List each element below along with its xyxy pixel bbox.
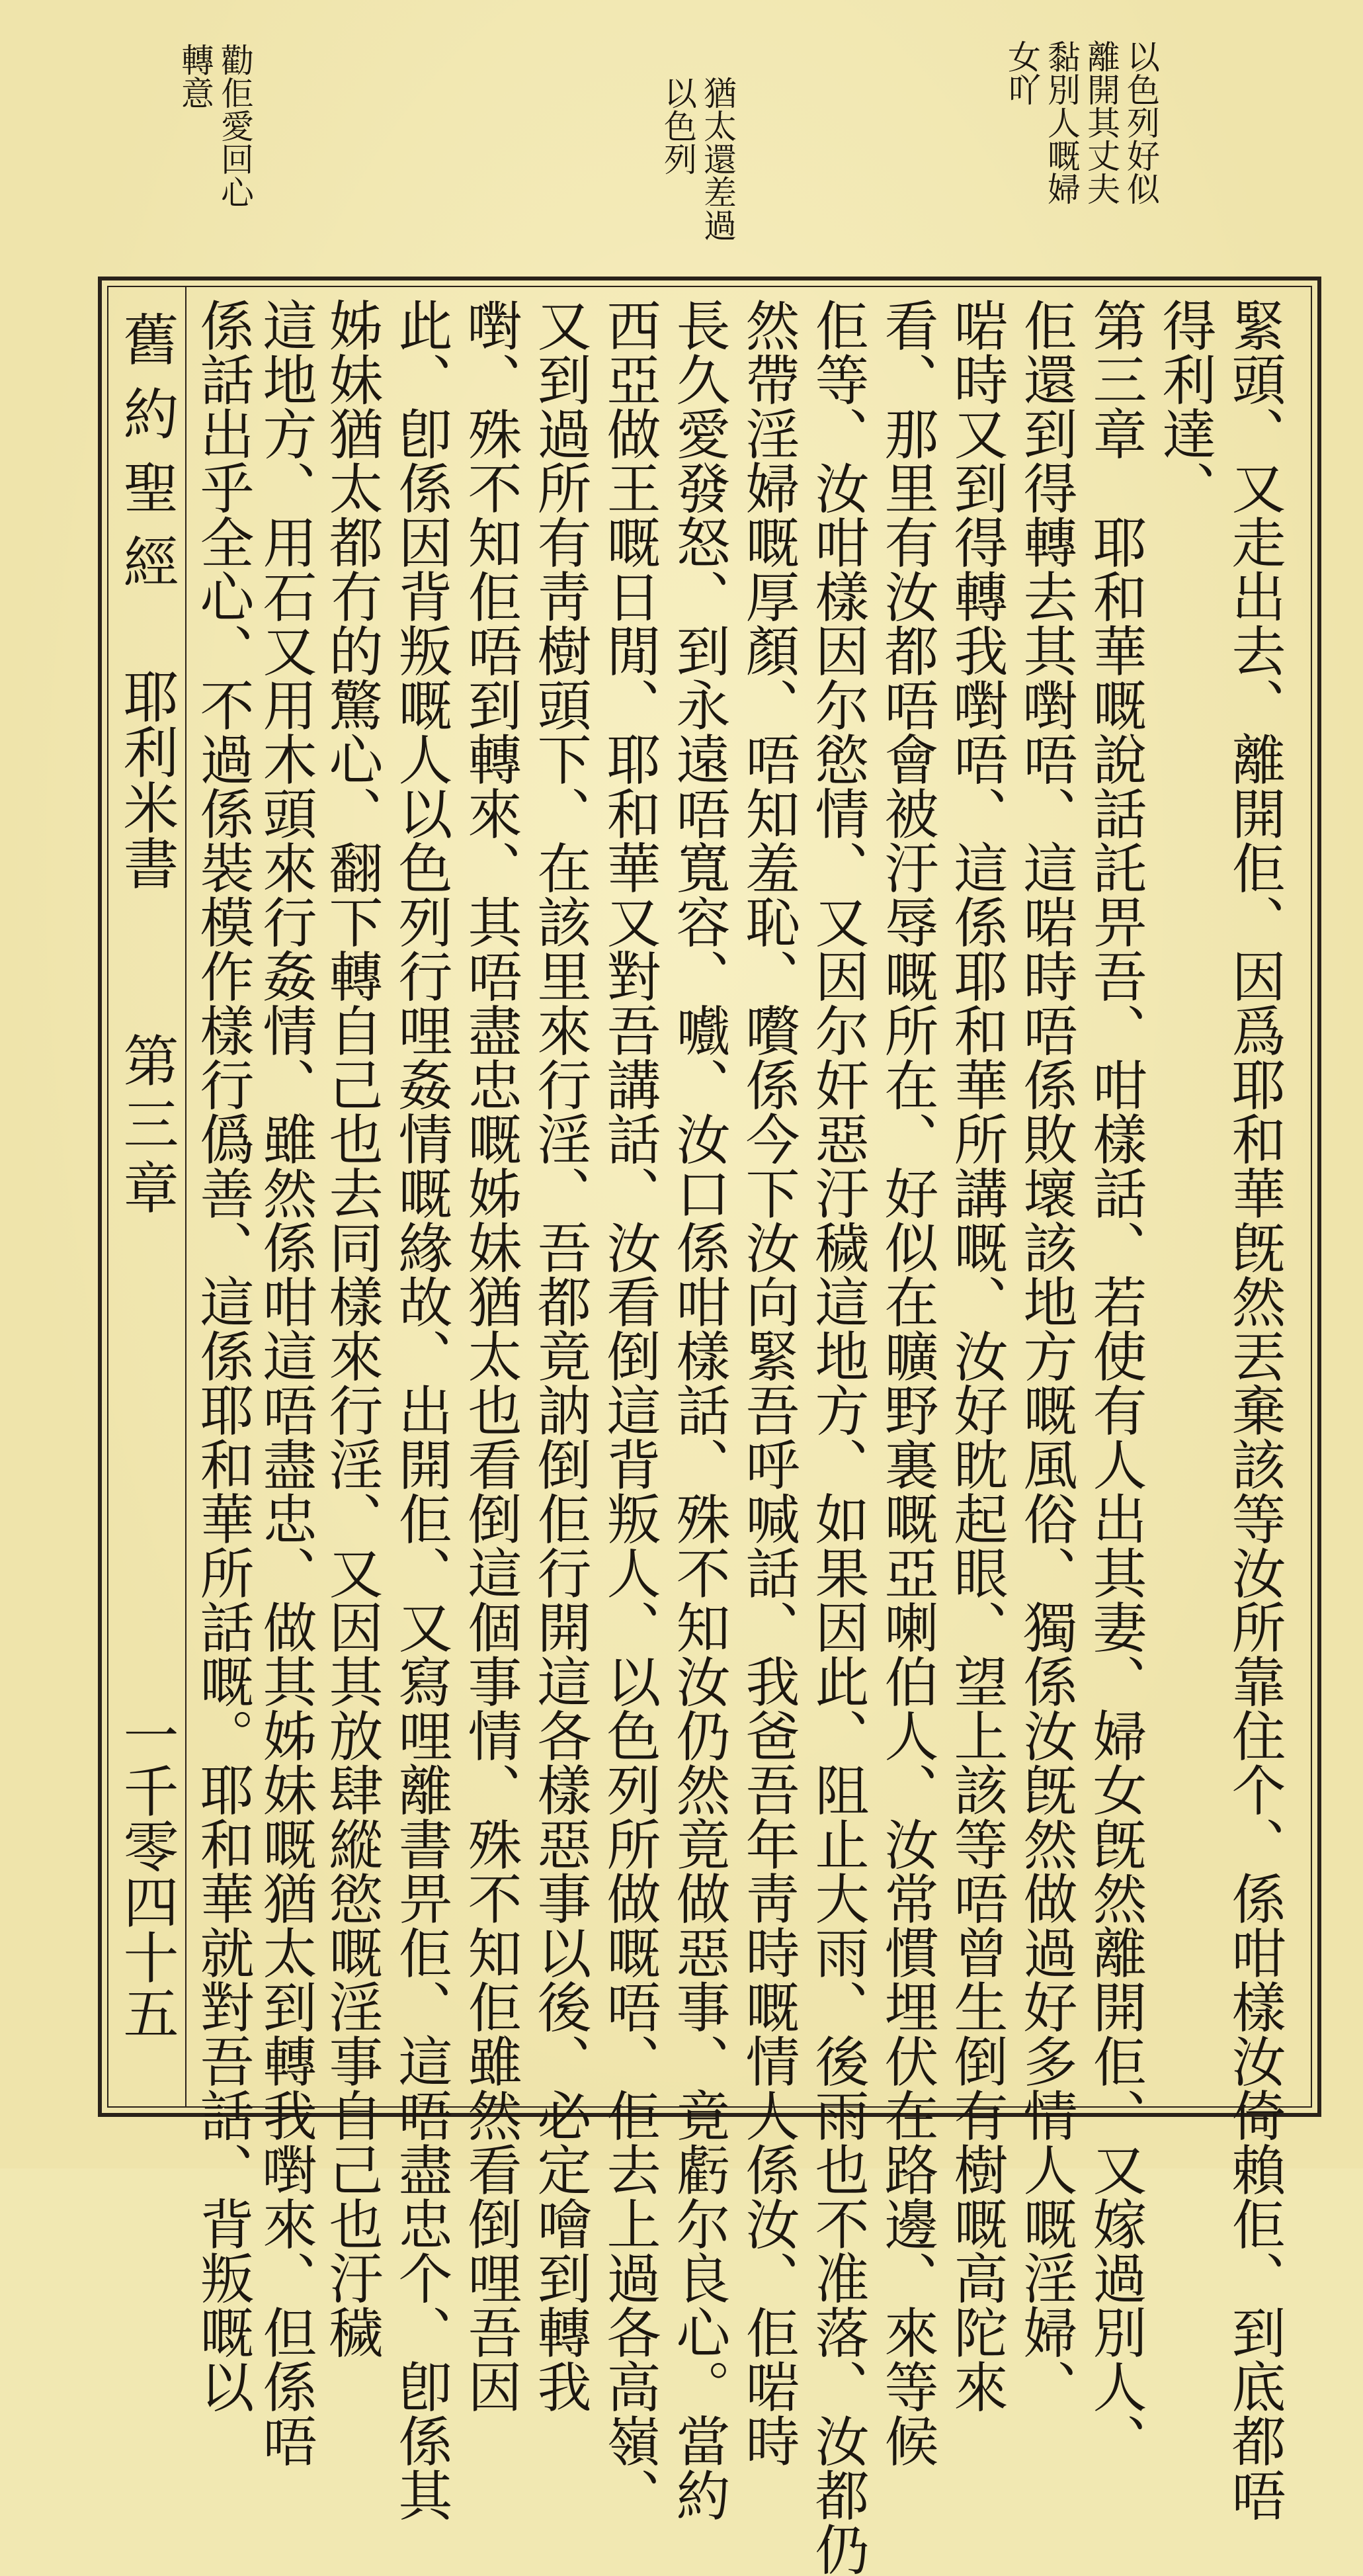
- body-column: 係話出乎全心、不過係裝模作樣行僞善、這係耶和華所話嘅。耶和華就對吾話、背叛嘅以: [191, 298, 254, 2413]
- running-head-title: 耶利米書: [114, 668, 179, 890]
- body-column: 啱時又到得轉我嚉唔、這係耶和華所講嘅、汝好眈起眼、望上該等唔曾生倒有樹嘅高陀來: [945, 298, 1008, 2413]
- margin-note: 猶太還差過: [698, 76, 737, 241]
- body-column: 緊頭、又走出去、離開佢、因爲耶和華旣然丟棄該等汝所靠住个、係咁樣汝倚賴佢、到底都唔: [1223, 298, 1286, 2522]
- body-column: 佢還到得轉去其嚉唔、這啱時唔係敗壞該地方嘅風俗、獨係汝旣然做過好多情人嘅淫婦、: [1014, 298, 1077, 2413]
- running-head-book: 舊約聖經: [114, 311, 179, 607]
- body-column: 嚉、殊不知佢唔到轉來、其唔盡忠嘅姊妹猶太也看倒這個事情、殊不知佢雖然看倒哩吾因: [459, 298, 522, 2413]
- margin-note: 黏別人嘅婦: [1042, 40, 1081, 205]
- body-column: 長久愛發怒、到永遠唔寬容、嚱、汝口係咁樣話、殊不知汝仍然竟做惡事、竟虧尔良心。當約: [667, 298, 730, 2522]
- body-column: 西亞做王嘅日閒、耶和華又對吾講話、汝看倒這背叛人、以色列所做嘅唔、佢去上過各高嶺、: [598, 298, 661, 2522]
- body-column: 第三章 耶和華嘅說話託畀吾、咁樣話、若使有人出其妻、婦女旣然離開佢、又嫁過別人、: [1084, 298, 1147, 2468]
- body-column: 佢等、汝咁樣因尔慾情、又因尔奸惡汙穢這地方、如果因此、阻止大雨、後雨也不准落、汝都仍: [806, 298, 869, 2576]
- body-column: 姊妹猶太都冇的驚心、翻下轉自己也去同樣來行淫、又因其放肆縱慾嘅淫事自己也汙穢: [320, 298, 383, 2359]
- margin-note: 以色列好似: [1122, 40, 1160, 205]
- margin-note: 勸佢愛回心: [216, 43, 254, 208]
- page-number: 一千零四十五: [114, 1707, 179, 2040]
- body-column: 得利達、: [1153, 298, 1216, 515]
- body-column: 此、卽係因背叛嘅人以色列行哩姦情嘅緣故、出開佢、又寫哩離書畀佢、這唔盡忠个、卽係其: [390, 298, 452, 2522]
- body-column: 然帶淫婦嘅厚顏、唔知羞恥、嚽係今下汝向緊吾呼喊話、我爸吾年靑時嘅情人係汝、佢啱時: [737, 298, 800, 2468]
- margin-note: 轉意: [176, 43, 214, 109]
- body-column: 看、那里有汝都唔會被汙辱嘅所在、好似在曠野裏嘅亞喇伯人、汝常慣埋伏在路邊、來等候: [876, 298, 938, 2468]
- running-head-chapter: 第三章: [114, 1032, 179, 1223]
- margin-note: 以色列: [659, 76, 697, 175]
- margin-note: 女吖: [1003, 40, 1041, 106]
- body-column: 又到過所有靑樹頭下、在該里來行淫、吾都竟訥倒佢行開這各樣惡事以後、必定噲到轉我: [528, 298, 591, 2413]
- margin-note: 離開其丈夫: [1082, 40, 1120, 205]
- running-head-divider: [185, 286, 186, 2108]
- body-column: 這地方、用石又用木頭來行姦情、雖然係咁這唔盡忠、做其姊妹嘅猶太到轉我嚉來、但係唔: [254, 298, 317, 2468]
